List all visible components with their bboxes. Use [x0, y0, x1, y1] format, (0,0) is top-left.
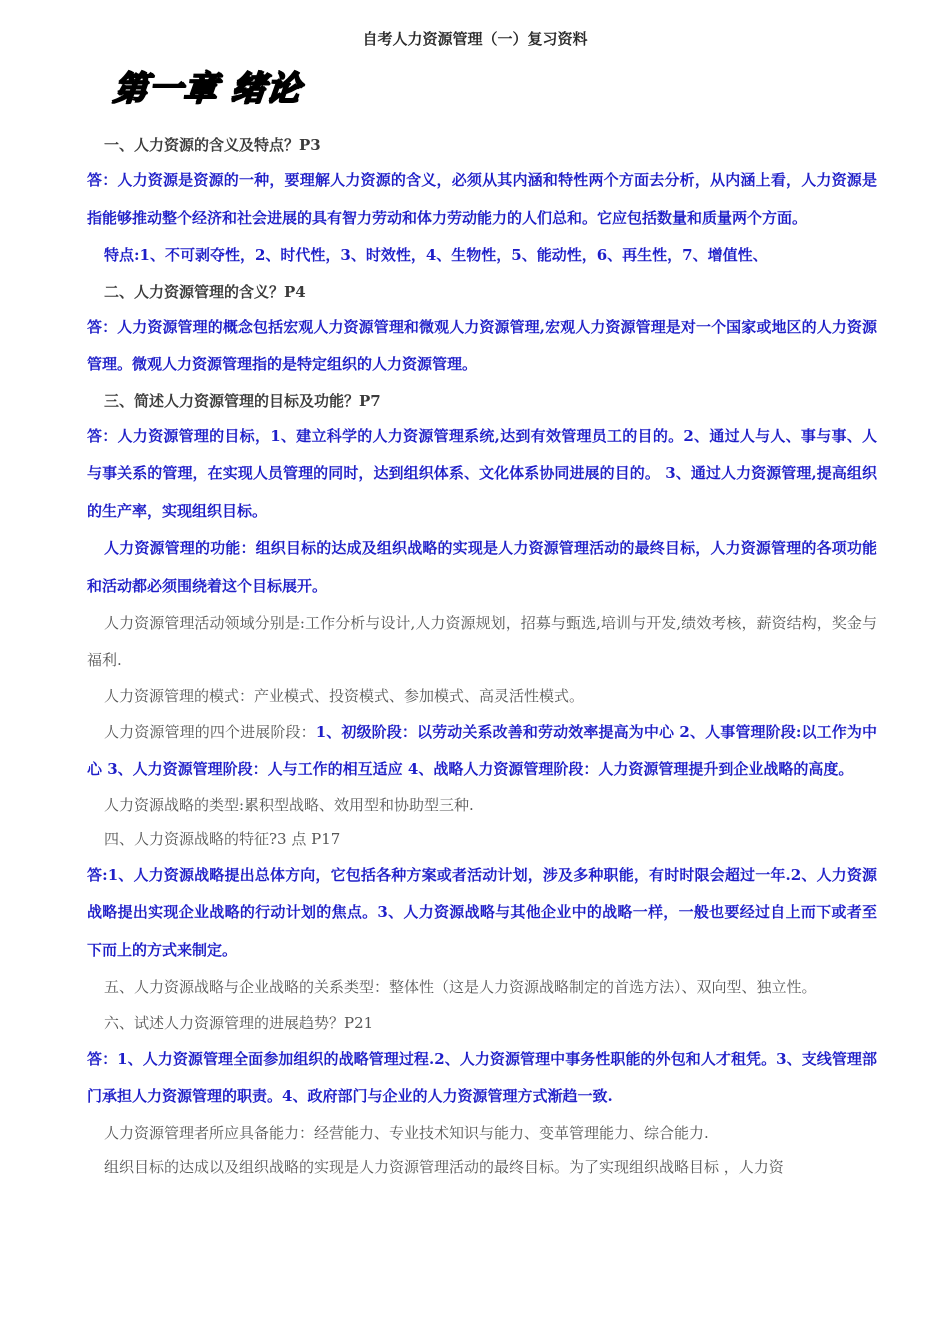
answer-3-functions: 人力资源管理的功能：组织目标的达成及组织战略的实现是人力资源管理活动的最终目标，人力资源管理的各项功能和活动都必须围绕着这个目标展开。: [87, 539, 877, 595]
answer-4: 答:1、人力资源战略提出总体方向，它包括各种方案或者活动计划，涉及多种职能，有时时限会超过一年.2、人力资源战略提出实现企业战略的行动计划的焦点。3、人力资源战略与其他企业中的战略一样，一般也要经过自上而下或者至下而上的方式来制定。: [87, 865, 877, 959]
note-strategy-types: 人力资源战略的类型:累积型战略、效用型和协助型三种.: [104, 795, 474, 814]
question-4: 四、人力资源战略的特征?3 点 P17: [104, 830, 341, 848]
question-1: 一、人力资源的含义及特点？P3: [104, 136, 321, 154]
answer-6: 答：1、人力资源管理全面参加组织的战略管理过程.2、人力资源管理中事务性职能的外包和人才租凭。3、支线管理部门承担人力资源管理的职责。4、政府部门与企业的人力资源管理方式渐趋一致.: [87, 1049, 877, 1105]
note-activity-areas: 人力资源管理活动领域分别是:工作分析与设计,人力资源规划，招募与甄选,培训与开发,绩效考核，薪资结构，奖金与福利.: [87, 614, 877, 669]
note-ultimate-goal: 组织目标的达成以及组织战略的实现是人力资源管理活动的最终目标。为了实现组织战略目标 ，人力资: [104, 1158, 784, 1176]
note-manager-abilities: 人力资源管理者所应具备能力：经营能力、专业技术知识与能力、变革管理能力、综合能力.: [104, 1123, 709, 1142]
question-2: 二、人力资源管理的含义？P4: [104, 282, 306, 301]
answer-2: 答：人力资源管理的概念包括宏观人力资源管理和微观人力资源管理,宏观人力资源管理是对一个国家或地区的人力资源管理。微观人力资源管理指的是特定组织的人力资源管理。: [87, 317, 877, 373]
question-6: 六、试述人力资源管理的进展趋势？P21: [104, 1014, 374, 1032]
note-stages-detail: 1、初级阶段：以劳动关系改善和劳动效率提高为中心 2、人事管理阶段:以工作为中心 3、人力资源管理阶段：人与工作的相互适应 4、战略人力资源管理阶段：人力资源管理提升到企业战略的高度。: [87, 722, 877, 778]
answer-1-features: 特点:1、不可剥夺性，2、时代性，3、时效性，4、生物性，5、能动性，6、再生性，7、增值性、: [104, 246, 768, 264]
question-3: 三、简述人力资源管理的目标及功能？P7: [104, 391, 381, 410]
note-models: 人力资源管理的模式：产业模式、投资模式、参加模式、高灵活性模式。: [104, 687, 585, 705]
note-stages: [87, 714, 877, 788]
chapter-title: 第一章 绪论: [110, 68, 303, 108]
answer-1: 答：人力资源是资源的一种，要理解人力资源的含义，必须从其内涵和特性两个方面去分析，从内涵上看，人力资源是指能够推动整个经济和社会进展的具有智力劳动和体力劳动能力的人们总和。它应包括数量和质量两个方面。: [87, 171, 877, 227]
answer-3: 答：人力资源管理的目标，1、建立科学的人力资源管理系统,达到有效管理员工的目的。2、通过人与人、事与事、人与事关系的管理，在实现人员管理的同时，达到组织体系、文化体系协同进展的目的。 3、通过人力资源管理,提高组织的生产率，实现组织目标。: [87, 426, 877, 520]
document-body: [87, 128, 877, 1185]
note-stages-lead: 人力资源管理的四个进展阶段：: [104, 722, 316, 741]
question-5: 五、人力资源战略与企业战略的关系类型：整体性（这是人力资源战略制定的首选方法）、双向型、独立性。: [104, 978, 817, 996]
page-header: 自考人力资源管理（一）复习资料: [362, 30, 588, 48]
